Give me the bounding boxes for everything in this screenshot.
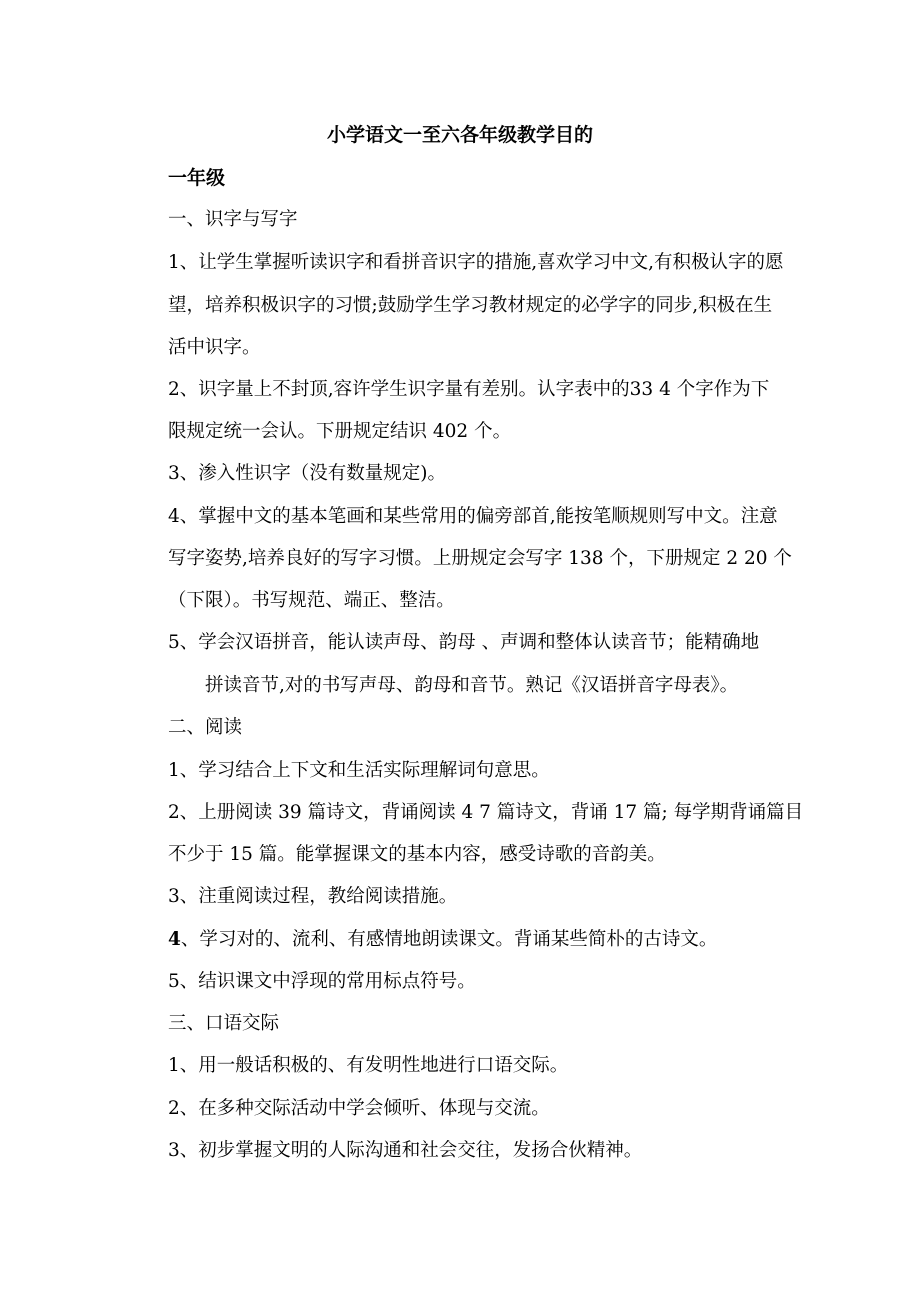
paragraph-line: 拼读音节,对的书写声母、韵母和音节。熟记《汉语拼音字母表》。	[205, 675, 739, 696]
page-title: 小学语文一至六各年级教学目的	[326, 124, 593, 146]
paragraph-line: 1、让学生掌握听读识字和看拼音识字的措施,喜欢学习中文,有积极认字的愿	[168, 252, 784, 273]
item-text: 、学习对的、流利、有感情地朗读课文。背诵某些简朴的古诗文。	[180, 929, 718, 950]
paragraph-line	[168, 925, 788, 951]
item-number: 4	[168, 929, 181, 950]
paragraph-line: 4、掌握中文的基本笔画和某些常用的偏旁部首,能按笔顺规则写中文。注意	[168, 506, 778, 527]
paragraph-line: 1、学习结合上下文和生活实际理解词句意思。	[168, 760, 550, 781]
grade-heading: 一年级	[168, 167, 226, 189]
paragraph-line: 5、学会汉语拼音，能认读声母、韵母 、声调和整体认读音节；能精确地	[168, 632, 760, 653]
paragraph-line: 2、识字量上不封顶,容许学生识字量有差别。认字表中的33 4 个字作为下	[168, 379, 770, 400]
paragraph-line: （下限）。书写规范、端正、整洁。	[168, 590, 455, 611]
paragraph-line: 2、在多种交际活动中学会倾听、体现与交流。	[168, 1098, 550, 1119]
paragraph-line: 3、渗入性识字（没有数量规定)。	[168, 463, 446, 484]
paragraph-line: 不少于 15 篇。能掌握课文的基本内容，感受诗歌的音韵美。	[168, 844, 666, 865]
paragraph-line: 3、初步掌握文明的人际沟通和社会交往，发扬合伙精神。	[168, 1140, 643, 1161]
paragraph-line: 限规定统一会认。下册规定结识 402 个。	[168, 421, 512, 442]
paragraph-line: 活中识字。	[168, 337, 261, 358]
section-heading-oral: 三、口语交际	[168, 1013, 280, 1034]
paragraph-line: 1、用一般话积极的、有发明性地进行口语交际。	[168, 1055, 569, 1076]
paragraph-line: 2、上册阅读 39 篇诗文，背诵阅读 4 7 篇诗文，背诵 17 篇; 每学期背诵篇目	[168, 802, 804, 823]
section-heading-reading: 二、阅读	[168, 717, 243, 738]
paragraph-line: 3、注重阅读过程，教给阅读措施。	[168, 886, 458, 907]
paragraph-line: 5、结识课文中浮现的常用标点符号。	[168, 971, 476, 992]
paragraph-line: 写字姿势,培养良好的写字习惯。上册规定会写字 138 个，下册规定 2 20 个	[168, 548, 792, 569]
section-heading-literacy: 一、识字与写字	[168, 209, 298, 230]
paragraph-line: 望，培养积极识字的习惯;鼓励学生学习教材规定的必学字的同步,积极在生	[168, 295, 773, 316]
